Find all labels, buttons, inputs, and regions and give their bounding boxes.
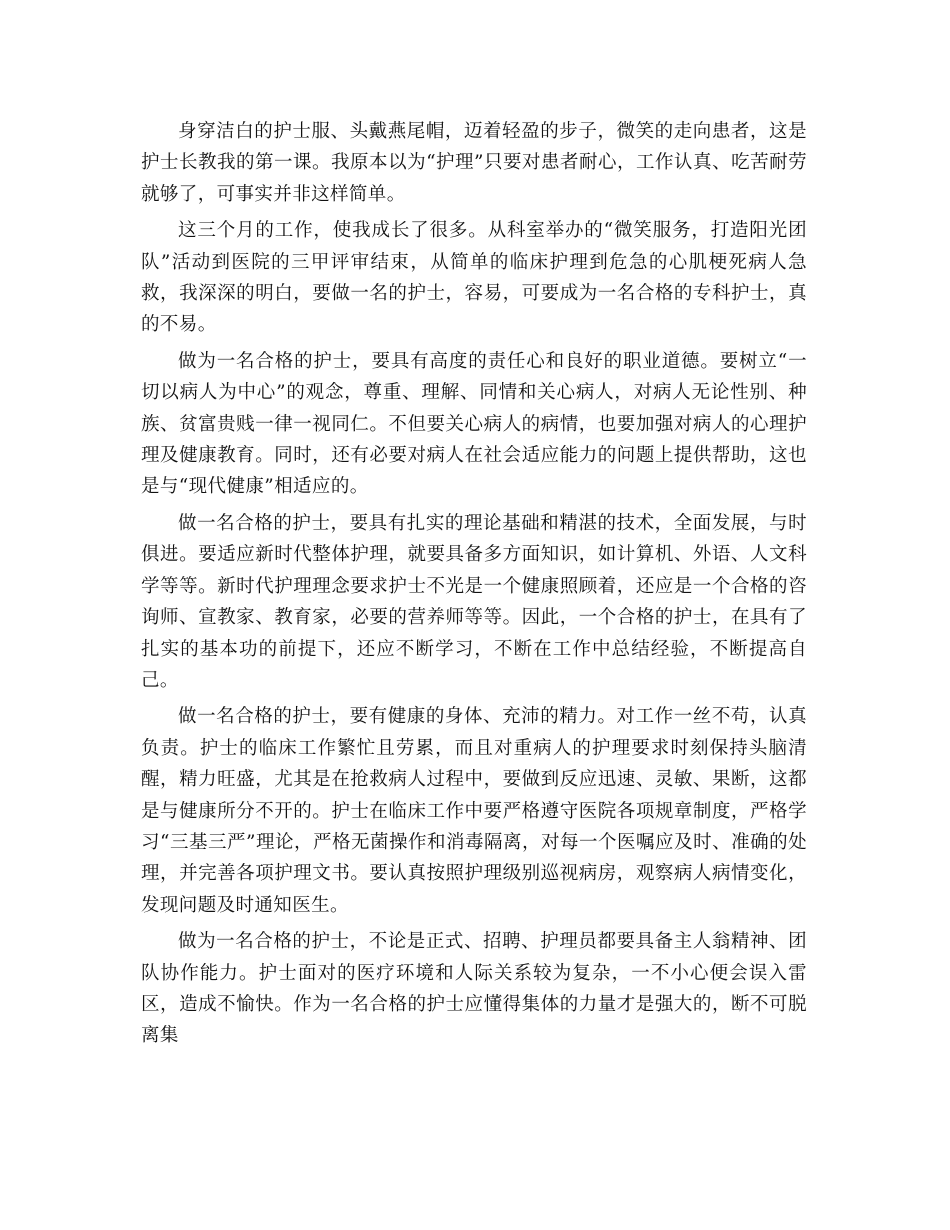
- paragraph-6: 做为一名合格的护士，不论是正式、招聘、护理员都要具备主人翁精神、团队协作能力。护士面对的医疗环境和人际关系较为复杂，一不小心便会误入雷区，造成不愉快。作为一名合格的护士应懂得集体的力量才是强大的，断不可脱离集: [141, 931, 807, 1047]
- paragraph-3: 做为一名合格的护士，要具有高度的责任心和良好的职业道德。要树立“一切以病人为中心”的观念，尊重、理解、同情和关心病人，对病人无论性别、种族、贫富贵贱一律一视同仁。不但要关心病人的病情，也要加强对病人的心理护理及健康教育。同时，还有必要对病人在社会适应能力的问题上提供帮助，这也是与“现代健康”相适应的。: [141, 350, 807, 498]
- paragraph-5: 做一名合格的护士，要有健康的身体、充沛的精力。对工作一丝不苟，认真负责。护士的临床工作繁忙且劳累，而且对重病人的护理要求时刻保持头脑清醒，精力旺盛，尤其是在抢救病人过程中，要做到反应迅速、灵敏、果断，这都是与健康所分不开的。护士在临床工作中要严格遵守医院各项规章制度，严格学习“三基三严”理论，严格无菌操作和消毒隔离，对每一个医嘱应及时、准确的处理，并完善各项护理文书。要认真按照护理级别巡视病房，观察病人病情变化，发现问题及时通知医生。: [141, 706, 807, 916]
- paragraph-1: 身穿洁白的护士服、头戴燕尾帽，迈着轻盈的步子，微笑的走向患者，这是护士长教我的第一课。我原本以为“护理”只要对患者耐心，工作认真、吃苦耐劳就够了，可事实并非这样简单。: [141, 121, 807, 205]
- paragraph-2: 这三个月的工作，使我成长了很多。从科室举办的“微笑服务，打造阳光团队”活动到医院的三甲评审结束，从简单的临床护理到危急的心肌梗死病人急救，我深深的明白，要做一名的护士，容易，可要成为一名合格的专科护士，真的不易。: [141, 220, 807, 336]
- document-body: [141, 116, 807, 1057]
- paragraph-4: 做一名合格的护士，要具有扎实的理论基础和精湛的技术，全面发展，与时俱进。要适应新时代整体护理，就要具备多方面知识，如计算机、外语、人文科学等等。新时代护理理念要求护士不光是一个健康照顾着，还应是一个合格的咨询师、宣教家、教育家，必要的营养师等等。因此，一个合格的护士，在具有了扎实的基本功的前提下，还应不断学习，不断在工作中总结经验，不断提高自己。: [141, 512, 807, 691]
